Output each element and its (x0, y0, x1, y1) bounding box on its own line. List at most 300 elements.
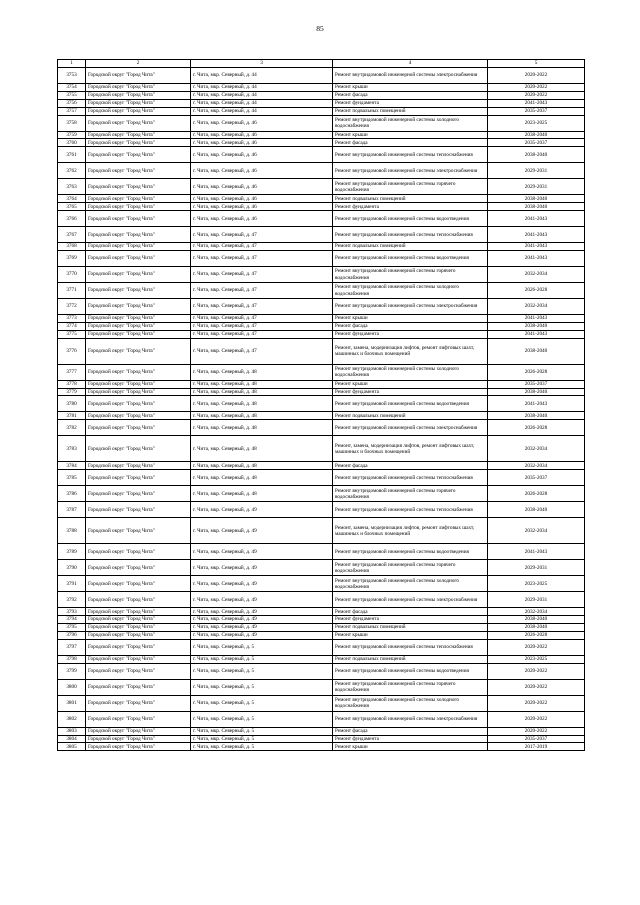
address-cell: г. Чита, мкр. Северный, д. 47 (191, 315, 333, 323)
table-row (58, 631, 585, 639)
period-cell: 2032-2034 (488, 462, 585, 470)
municipality-cell: Городской округ "Город Чита" (86, 147, 191, 163)
row-number-cell: 3772 (58, 299, 86, 315)
period-cell: 2038-2040 (488, 147, 585, 163)
table-row (58, 195, 585, 203)
work-type-cell: Ремонт внутридомовой инженерной системы теплоснабжения (333, 147, 488, 163)
table-row (58, 227, 585, 243)
table-row (58, 283, 585, 299)
row-number-cell: 3763 (58, 179, 86, 195)
address-cell: г. Чита, мкр. Северный, д. 46 (191, 195, 333, 203)
work-type-cell: Ремонт внутридомовой инженерной системы теплоснабжения (333, 227, 488, 243)
work-type-cell: Ремонт подвальных помещений (333, 243, 488, 251)
address-cell: г. Чита, мкр. Северный, д. 49 (191, 518, 333, 544)
municipality-cell: Городской округ "Город Чита" (86, 544, 191, 560)
address-cell: г. Чита, мкр. Северный, д. 47 (191, 267, 333, 283)
period-cell: 2038-2040 (488, 131, 585, 139)
row-number-cell: 3764 (58, 195, 86, 203)
row-number-cell: 3762 (58, 163, 86, 179)
address-cell: г. Чита, мкр. Северный, д. 47 (191, 299, 333, 315)
period-cell: 2029-2031 (488, 560, 585, 576)
table-row (58, 322, 585, 330)
work-type-cell: Ремонт внутридомовой инженерной системы горячего водоснабжения (333, 560, 488, 576)
row-number-cell: 3791 (58, 576, 86, 592)
address-cell: г. Чита, мкр. Северный, д. 5 (191, 655, 333, 663)
period-cell: 2020-2022 (488, 639, 585, 655)
address-cell: г. Чита, мкр. Северный, д. 49 (191, 631, 333, 639)
table-row (58, 412, 585, 420)
municipality-cell: Городской округ "Город Чита" (86, 139, 191, 147)
municipality-cell: Городской округ "Город Чита" (86, 251, 191, 267)
period-cell: 2023-2025 (488, 115, 585, 131)
work-type-cell: Ремонт внутридомовой инженерной системы водоотведения (333, 251, 488, 267)
period-cell: 2032-2034 (488, 518, 585, 544)
address-cell: г. Чита, мкр. Северный, д. 46 (191, 163, 333, 179)
table-row (58, 743, 585, 751)
period-cell: 2038-2040 (488, 203, 585, 211)
period-cell: 2041-2043 (488, 99, 585, 107)
municipality-cell: Городской округ "Город Чита" (86, 338, 191, 364)
municipality-cell: Городской округ "Город Чита" (86, 663, 191, 679)
table-row (58, 139, 585, 147)
address-cell: г. Чита, мкр. Северный, д. 47 (191, 243, 333, 251)
period-cell: 2020-2022 (488, 695, 585, 711)
table-row (58, 608, 585, 616)
period-cell: 2041-2043 (488, 544, 585, 560)
work-type-cell: Ремонт внутридомовой инженерной системы электроснабжения (333, 711, 488, 727)
address-cell: г. Чита, мкр. Северный, д. 44 (191, 107, 333, 115)
work-type-cell: Ремонт фасада (333, 608, 488, 616)
row-number-cell: 3769 (58, 251, 86, 267)
address-cell: г. Чита, мкр. Северный, д. 49 (191, 624, 333, 632)
municipality-cell: Городской округ "Город Чита" (86, 655, 191, 663)
row-number-cell: 3800 (58, 679, 86, 695)
period-cell: 2032-2034 (488, 299, 585, 315)
row-number-cell: 3780 (58, 396, 86, 412)
address-cell: г. Чита, мкр. Северный, д. 5 (191, 695, 333, 711)
period-cell: 2020-2022 (488, 663, 585, 679)
municipality-cell: Городской округ "Город Чита" (86, 420, 191, 436)
address-cell: г. Чита, мкр. Северный, д. 46 (191, 131, 333, 139)
municipality-cell: Городской округ "Город Чита" (86, 486, 191, 502)
row-number-cell: 3802 (58, 711, 86, 727)
table-row (58, 147, 585, 163)
table-row (58, 518, 585, 544)
address-cell: г. Чита, мкр. Северный, д. 44 (191, 99, 333, 107)
municipality-cell: Городской округ "Город Чита" (86, 711, 191, 727)
row-number-cell: 3778 (58, 380, 86, 388)
row-number-cell: 3784 (58, 462, 86, 470)
work-type-cell: Ремонт фасада (333, 91, 488, 99)
work-type-cell: Ремонт фундамента (333, 330, 488, 338)
period-cell: 2026-2028 (488, 631, 585, 639)
municipality-cell: Городской округ "Город Чита" (86, 679, 191, 695)
municipality-cell: Городской округ "Город Чита" (86, 616, 191, 624)
address-cell: г. Чита, мкр. Северный, д. 5 (191, 711, 333, 727)
table-row (58, 315, 585, 323)
address-cell: г. Чита, мкр. Северный, д. 49 (191, 608, 333, 616)
row-number-cell: 3757 (58, 107, 86, 115)
table-row (58, 735, 585, 743)
work-type-cell: Ремонт крыши (333, 380, 488, 388)
period-cell: 2035-2037 (488, 470, 585, 486)
period-cell: 2020-2022 (488, 68, 585, 84)
period-cell: 2038-2040 (488, 616, 585, 624)
row-number-cell: 3781 (58, 412, 86, 420)
municipality-cell: Городской округ "Город Чита" (86, 608, 191, 616)
work-type-cell: Ремонт внутридомовой инженерной системы холодного водоснабжения (333, 283, 488, 299)
row-number-cell: 3765 (58, 203, 86, 211)
period-cell: 2038-2040 (488, 502, 585, 518)
table-row (58, 624, 585, 632)
table-row (58, 576, 585, 592)
row-number-cell: 3782 (58, 420, 86, 436)
work-type-cell: Ремонт внутридомовой инженерной системы водоотведения (333, 396, 488, 412)
period-cell: 2020-2022 (488, 679, 585, 695)
municipality-cell: Городской округ "Город Чита" (86, 195, 191, 203)
municipality-cell: Городской округ "Город Чита" (86, 502, 191, 518)
capital-repair-table (57, 59, 585, 751)
municipality-cell: Городской округ "Город Чита" (86, 412, 191, 420)
row-number-cell: 3775 (58, 330, 86, 338)
work-type-cell: Ремонт внутридомовой инженерной системы холодного водоснабжения (333, 695, 488, 711)
table-row (58, 330, 585, 338)
work-type-cell: Ремонт крыши (333, 84, 488, 92)
work-type-cell: Ремонт фундамента (333, 735, 488, 743)
work-type-cell: Ремонт внутридомовой инженерной системы электроснабжения (333, 592, 488, 608)
address-cell: г. Чита, мкр. Северный, д. 48 (191, 420, 333, 436)
address-cell: г. Чита, мкр. Северный, д. 44 (191, 68, 333, 84)
row-number-cell: 3796 (58, 631, 86, 639)
address-cell: г. Чита, мкр. Северный, д. 49 (191, 616, 333, 624)
work-type-cell: Ремонт фасада (333, 139, 488, 147)
row-number-cell: 3770 (58, 267, 86, 283)
municipality-cell: Городской округ "Город Чита" (86, 695, 191, 711)
table-row (58, 163, 585, 179)
column-header: 4 (333, 60, 488, 68)
row-number-cell: 3789 (58, 544, 86, 560)
work-type-cell: Ремонт внутридомовой инженерной системы холодного водоснабжения (333, 576, 488, 592)
address-cell: г. Чита, мкр. Северный, д. 5 (191, 735, 333, 743)
address-cell: г. Чита, мкр. Северный, д. 47 (191, 251, 333, 267)
municipality-cell: Городской округ "Город Чита" (86, 364, 191, 380)
column-header: 5 (488, 60, 585, 68)
table-row (58, 338, 585, 364)
row-number-cell: 3776 (58, 338, 86, 364)
row-number-cell: 3756 (58, 99, 86, 107)
address-cell: г. Чита, мкр. Северный, д. 48 (191, 396, 333, 412)
municipality-cell: Городской округ "Город Чита" (86, 727, 191, 735)
work-type-cell: Ремонт крыши (333, 631, 488, 639)
work-type-cell: Ремонт внутридомовой инженерной системы электроснабжения (333, 163, 488, 179)
table-row (58, 592, 585, 608)
municipality-cell: Городской округ "Город Чита" (86, 99, 191, 107)
period-cell: 2041-2043 (488, 330, 585, 338)
address-cell: г. Чита, мкр. Северный, д. 44 (191, 91, 333, 99)
work-type-cell: Ремонт, замена, модернизация лифтов, ремонт лифтовых шахт, машинных и блочных помещений (333, 518, 488, 544)
row-number-cell: 3753 (58, 68, 86, 84)
address-cell: г. Чита, мкр. Северный, д. 49 (191, 592, 333, 608)
row-number-cell: 3790 (58, 560, 86, 576)
period-cell: 2023-2025 (488, 576, 585, 592)
municipality-cell: Городской округ "Город Чита" (86, 322, 191, 330)
municipality-cell: Городской округ "Город Чита" (86, 299, 191, 315)
row-number-cell: 3779 (58, 388, 86, 396)
address-cell: г. Чита, мкр. Северный, д. 47 (191, 283, 333, 299)
period-cell: 2020-2022 (488, 727, 585, 735)
period-cell: 2041-2043 (488, 396, 585, 412)
municipality-cell: Городской округ "Город Чита" (86, 624, 191, 632)
table-row (58, 211, 585, 227)
period-cell: 2035-2037 (488, 380, 585, 388)
period-cell: 2020-2022 (488, 91, 585, 99)
address-cell: г. Чита, мкр. Северный, д. 46 (191, 179, 333, 195)
row-number-cell: 3755 (58, 91, 86, 99)
period-cell: 2041-2043 (488, 315, 585, 323)
table-row (58, 203, 585, 211)
table-row (58, 299, 585, 315)
table-row (58, 91, 585, 99)
table-row (58, 267, 585, 283)
table-body (58, 60, 585, 751)
row-number-cell: 3795 (58, 624, 86, 632)
row-number-cell: 3773 (58, 315, 86, 323)
work-type-cell: Ремонт подвальных помещений (333, 655, 488, 663)
address-cell: г. Чита, мкр. Северный, д. 46 (191, 203, 333, 211)
municipality-cell: Городской округ "Город Чита" (86, 243, 191, 251)
table-row (58, 727, 585, 735)
period-cell: 2032-2034 (488, 608, 585, 616)
period-cell: 2029-2031 (488, 179, 585, 195)
row-number-cell: 3759 (58, 131, 86, 139)
work-type-cell: Ремонт фундамента (333, 203, 488, 211)
municipality-cell: Городской округ "Город Чита" (86, 163, 191, 179)
address-cell: г. Чита, мкр. Северный, д. 46 (191, 139, 333, 147)
row-number-cell: 3801 (58, 695, 86, 711)
table-row (58, 179, 585, 195)
column-header: 3 (191, 60, 333, 68)
period-cell: 2041-2043 (488, 227, 585, 243)
work-type-cell: Ремонт внутридомовой инженерной системы горячего водоснабжения (333, 486, 488, 502)
work-type-cell: Ремонт подвальных помещений (333, 412, 488, 420)
table-row (58, 388, 585, 396)
municipality-cell: Городской округ "Город Чита" (86, 631, 191, 639)
period-cell: 2038-2040 (488, 412, 585, 420)
table-row (58, 470, 585, 486)
table-row (58, 107, 585, 115)
row-number-cell: 3794 (58, 616, 86, 624)
work-type-cell: Ремонт внутридомовой инженерной системы теплоснабжения (333, 470, 488, 486)
period-cell: 2032-2034 (488, 267, 585, 283)
municipality-cell: Городской округ "Город Чита" (86, 388, 191, 396)
table-row (58, 560, 585, 576)
period-cell: 2017-2019 (488, 743, 585, 751)
table-row (58, 711, 585, 727)
row-number-cell: 3767 (58, 227, 86, 243)
work-type-cell: Ремонт внутридомовой инженерной системы электроснабжения (333, 299, 488, 315)
work-type-cell: Ремонт, замена, модернизация лифтов, ремонт лифтовых шахт, машинных и блочных помещений (333, 338, 488, 364)
period-cell: 2026-2028 (488, 420, 585, 436)
municipality-cell: Городской округ "Город Чита" (86, 131, 191, 139)
row-number-cell: 3774 (58, 322, 86, 330)
municipality-cell: Городской округ "Город Чита" (86, 91, 191, 99)
work-type-cell: Ремонт внутридомовой инженерной системы водоотведения (333, 211, 488, 227)
address-cell: г. Чита, мкр. Северный, д. 47 (191, 330, 333, 338)
address-cell: г. Чита, мкр. Северный, д. 5 (191, 679, 333, 695)
work-type-cell: Ремонт, замена, модернизация лифтов, ремонт лифтовых шахт, машинных и блочных помещений (333, 436, 488, 462)
table-row (58, 420, 585, 436)
table-row (58, 380, 585, 388)
row-number-cell: 3768 (58, 243, 86, 251)
address-cell: г. Чита, мкр. Северный, д. 48 (191, 436, 333, 462)
address-cell: г. Чита, мкр. Северный, д. 5 (191, 663, 333, 679)
work-type-cell: Ремонт подвальных помещений (333, 195, 488, 203)
row-number-cell: 3799 (58, 663, 86, 679)
municipality-cell: Городской округ "Город Чита" (86, 592, 191, 608)
period-cell: 2023-2025 (488, 655, 585, 663)
table-row (58, 84, 585, 92)
row-number-cell: 3783 (58, 436, 86, 462)
period-cell: 2041-2043 (488, 251, 585, 267)
work-type-cell: Ремонт крыши (333, 131, 488, 139)
address-cell: г. Чита, мкр. Северный, д. 49 (191, 544, 333, 560)
row-number-cell: 3754 (58, 84, 86, 92)
row-number-cell: 3798 (58, 655, 86, 663)
period-cell: 2038-2040 (488, 322, 585, 330)
address-cell: г. Чита, мкр. Северный, д. 44 (191, 84, 333, 92)
work-type-cell: Ремонт крыши (333, 315, 488, 323)
table-row (58, 243, 585, 251)
row-number-cell: 3805 (58, 743, 86, 751)
address-cell: г. Чита, мкр. Северный, д. 48 (191, 412, 333, 420)
work-type-cell: Ремонт внутридомовой инженерной системы горячего водоснабжения (333, 179, 488, 195)
address-cell: г. Чита, мкр. Северный, д. 5 (191, 727, 333, 735)
address-cell: г. Чита, мкр. Северный, д. 49 (191, 560, 333, 576)
municipality-cell: Городской округ "Город Чита" (86, 107, 191, 115)
work-type-cell: Ремонт внутридомовой инженерной системы горячего водоснабжения (333, 679, 488, 695)
row-number-cell: 3771 (58, 283, 86, 299)
address-cell: г. Чита, мкр. Северный, д. 5 (191, 639, 333, 655)
row-number-cell: 3766 (58, 211, 86, 227)
municipality-cell: Городской округ "Город Чита" (86, 518, 191, 544)
municipality-cell: Городской округ "Город Чита" (86, 84, 191, 92)
municipality-cell: Городской округ "Город Чита" (86, 227, 191, 243)
work-type-cell: Ремонт внутридомовой инженерной системы теплоснабжения (333, 502, 488, 518)
row-number-cell: 3797 (58, 639, 86, 655)
work-type-cell: Ремонт подвальных помещений (333, 624, 488, 632)
row-number-cell: 3761 (58, 147, 86, 163)
table-row (58, 695, 585, 711)
row-number-cell: 3804 (58, 735, 86, 743)
municipality-cell: Городской округ "Город Чита" (86, 267, 191, 283)
work-type-cell: Ремонт внутридомовой инженерной системы горячего водоснабжения (333, 267, 488, 283)
table-row (58, 616, 585, 624)
period-cell: 2038-2040 (488, 195, 585, 203)
row-number-cell: 3792 (58, 592, 86, 608)
row-number-cell: 3786 (58, 486, 86, 502)
address-cell: г. Чита, мкр. Северный, д. 48 (191, 486, 333, 502)
municipality-cell: Городской округ "Город Чита" (86, 380, 191, 388)
work-type-cell: Ремонт фасада (333, 462, 488, 470)
period-cell: 2020-2022 (488, 711, 585, 727)
table-header-row (58, 60, 585, 68)
municipality-cell: Городской округ "Город Чита" (86, 735, 191, 743)
work-type-cell: Ремонт фасада (333, 727, 488, 735)
table-row (58, 131, 585, 139)
work-type-cell: Ремонт внутридомовой инженерной системы холодного водоснабжения (333, 364, 488, 380)
work-type-cell: Ремонт фундамента (333, 99, 488, 107)
work-type-cell: Ремонт фундамента (333, 388, 488, 396)
table-row (58, 486, 585, 502)
work-type-cell: Ремонт внутридомовой инженерной системы электроснабжения (333, 68, 488, 84)
municipality-cell: Городской округ "Город Чита" (86, 68, 191, 84)
table-row (58, 502, 585, 518)
column-header: 2 (86, 60, 191, 68)
work-type-cell: Ремонт внутридомовой инженерной системы водоотведения (333, 544, 488, 560)
address-cell: г. Чита, мкр. Северный, д. 48 (191, 462, 333, 470)
row-number-cell: 3803 (58, 727, 86, 735)
period-cell: 2035-2037 (488, 139, 585, 147)
period-cell: 2035-2037 (488, 107, 585, 115)
table-row (58, 436, 585, 462)
table-row (58, 462, 585, 470)
row-number-cell: 3785 (58, 470, 86, 486)
address-cell: г. Чита, мкр. Северный, д. 5 (191, 743, 333, 751)
table-row (58, 68, 585, 84)
period-cell: 2041-2043 (488, 211, 585, 227)
address-cell: г. Чита, мкр. Северный, д. 46 (191, 147, 333, 163)
address-cell: г. Чита, мкр. Северный, д. 48 (191, 364, 333, 380)
table-row (58, 663, 585, 679)
table-row (58, 99, 585, 107)
work-type-cell: Ремонт внутридомовой инженерной системы холодного водоснабжения (333, 115, 488, 131)
municipality-cell: Городской округ "Город Чита" (86, 639, 191, 655)
table-row (58, 679, 585, 695)
municipality-cell: Городской округ "Город Чита" (86, 560, 191, 576)
table-row (58, 251, 585, 267)
address-cell: г. Чита, мкр. Северный, д. 47 (191, 322, 333, 330)
work-type-cell: Ремонт фасада (333, 322, 488, 330)
period-cell: 2020-2022 (488, 84, 585, 92)
work-type-cell: Ремонт подвальных помещений (333, 107, 488, 115)
table-row (58, 396, 585, 412)
period-cell: 2038-2040 (488, 338, 585, 364)
municipality-cell: Городской округ "Город Чита" (86, 283, 191, 299)
municipality-cell: Городской округ "Город Чита" (86, 179, 191, 195)
address-cell: г. Чита, мкр. Северный, д. 48 (191, 380, 333, 388)
period-cell: 2032-2034 (488, 436, 585, 462)
municipality-cell: Городской округ "Город Чита" (86, 436, 191, 462)
row-number-cell: 3777 (58, 364, 86, 380)
period-cell: 2029-2031 (488, 592, 585, 608)
row-number-cell: 3758 (58, 115, 86, 131)
period-cell: 2026-2028 (488, 283, 585, 299)
row-number-cell: 3787 (58, 502, 86, 518)
address-cell: г. Чита, мкр. Северный, д. 46 (191, 115, 333, 131)
period-cell: 2035-2037 (488, 735, 585, 743)
work-type-cell: Ремонт фундамента (333, 616, 488, 624)
municipality-cell: Городской округ "Город Чита" (86, 330, 191, 338)
page-number: 85 (316, 24, 324, 33)
municipality-cell: Городской округ "Город Чита" (86, 315, 191, 323)
row-number-cell: 3793 (58, 608, 86, 616)
table-row (58, 655, 585, 663)
period-cell: 2026-2028 (488, 364, 585, 380)
address-cell: г. Чита, мкр. Северный, д. 48 (191, 388, 333, 396)
municipality-cell: Городской округ "Город Чита" (86, 462, 191, 470)
address-cell: г. Чита, мкр. Северный, д. 49 (191, 502, 333, 518)
address-cell: г. Чита, мкр. Северный, д. 46 (191, 211, 333, 227)
